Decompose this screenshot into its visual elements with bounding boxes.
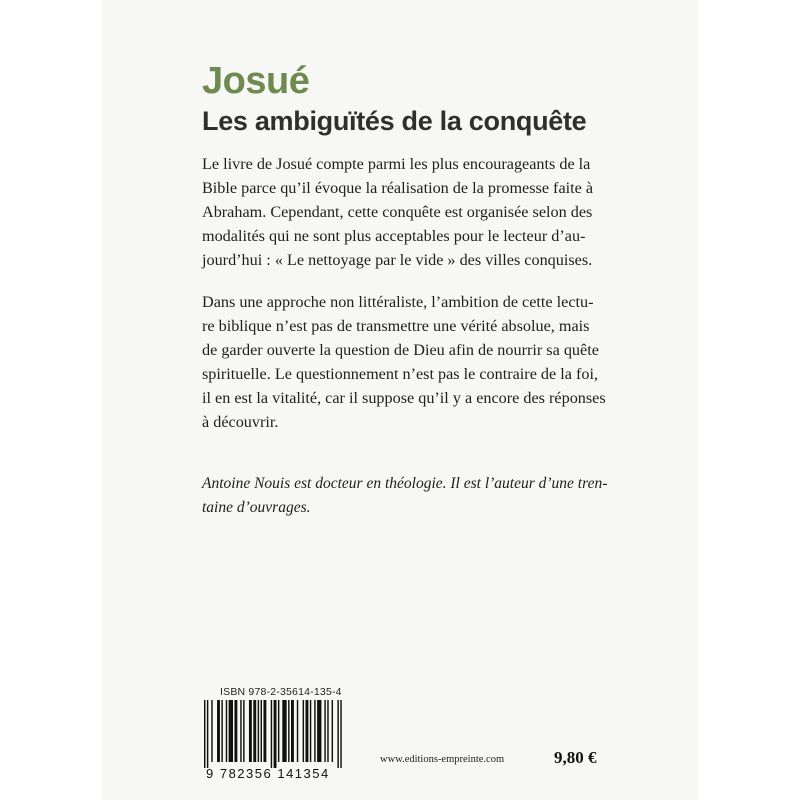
barcode-bar: [261, 700, 262, 762]
barcode-bar: [217, 700, 220, 762]
text-line: Le livre de Josué compte parmi les plus encourageants de la: [202, 155, 591, 173]
barcode-bar: [263, 700, 266, 762]
barcode: [202, 700, 394, 768]
blurb-paragraph-1: [202, 152, 638, 272]
text-line: Bible parce qu’il évoque la réalisation de la promesse faite à: [202, 179, 594, 197]
isbn-label: ISBN 978-2-35614-135-4: [220, 686, 342, 698]
barcode-bar: [310, 700, 311, 762]
barcode-bar: [324, 700, 325, 762]
author-name: Antoine Nouis: [202, 475, 291, 492]
barcode-bar: [332, 700, 333, 762]
publisher-website: www.editions-empreinte.com: [380, 754, 505, 765]
barcode-bar: [234, 700, 237, 762]
barcode-bar: [291, 700, 294, 762]
barcode-bar: [221, 700, 222, 762]
barcode-digits: 9 782356 141354: [206, 766, 330, 781]
barcode-bar: [282, 700, 286, 762]
barcode-bar: [229, 700, 233, 762]
barcode-bar: [207, 700, 208, 768]
barcode-bar: [303, 700, 304, 762]
author-bio-text: est docteur en théologie. Il est l’auteur d’une tren-: [290, 475, 608, 492]
barcode-bar: [253, 700, 256, 762]
text-line: à découvrir.: [202, 413, 279, 431]
barcode-bar: [288, 700, 289, 762]
author-bio: [202, 472, 638, 520]
barcode-bar: [278, 700, 279, 762]
barcode-bar: [204, 700, 205, 768]
text-line: de garder ouverte la question de Dieu afin de nourrir sa quête: [202, 341, 599, 359]
barcode-bar: [340, 700, 341, 768]
barcode-bar: [297, 700, 298, 762]
barcode-bar: [240, 700, 241, 762]
author-bio-line-2: taine d’ouvrages.: [202, 499, 311, 516]
blurb-paragraph-2: [202, 290, 638, 434]
barcode-bar: [274, 700, 277, 768]
book-title: Josué: [202, 60, 310, 102]
barcode-bar: [271, 700, 272, 768]
price: 9,80 €: [554, 748, 597, 767]
barcode-bar: [337, 700, 338, 768]
barcode-bar: [249, 700, 252, 762]
barcode-bar: [211, 700, 212, 762]
book-subtitle: Les ambiguïtés de la conquête: [202, 106, 587, 136]
text-line: jourd’hui : « Le nettoyage par le vide » des villes conquises.: [202, 251, 593, 269]
barcode-bar: [226, 700, 227, 762]
barcode-bar: [243, 700, 244, 762]
blurb: [202, 152, 638, 452]
text-line: modalités qui ne sont plus acceptables pour le lecteur d’au-: [202, 227, 586, 245]
text-line: re biblique n’est pas de transmettre une vérité absolue, mais: [202, 317, 590, 335]
text-line: il en est la vitalité, car il suppose qu’il y a encore des réponses: [202, 389, 606, 407]
barcode-bar: [306, 700, 309, 762]
text-line: spirituelle. Le questionnement n’est pas le contraire de la foi,: [202, 365, 599, 383]
back-cover: [102, 0, 698, 800]
barcode-bar: [314, 700, 315, 762]
barcode-bar: [258, 700, 259, 762]
barcode-bar: [317, 700, 321, 762]
barcode-bar: [327, 700, 328, 762]
text-line: Dans une approche non littéraliste, l’ambition de cette lectu-: [202, 293, 594, 311]
text-line: Abraham. Cependant, cette conquête est organisée selon des: [202, 203, 593, 221]
author-bio-line-1: [202, 472, 638, 496]
